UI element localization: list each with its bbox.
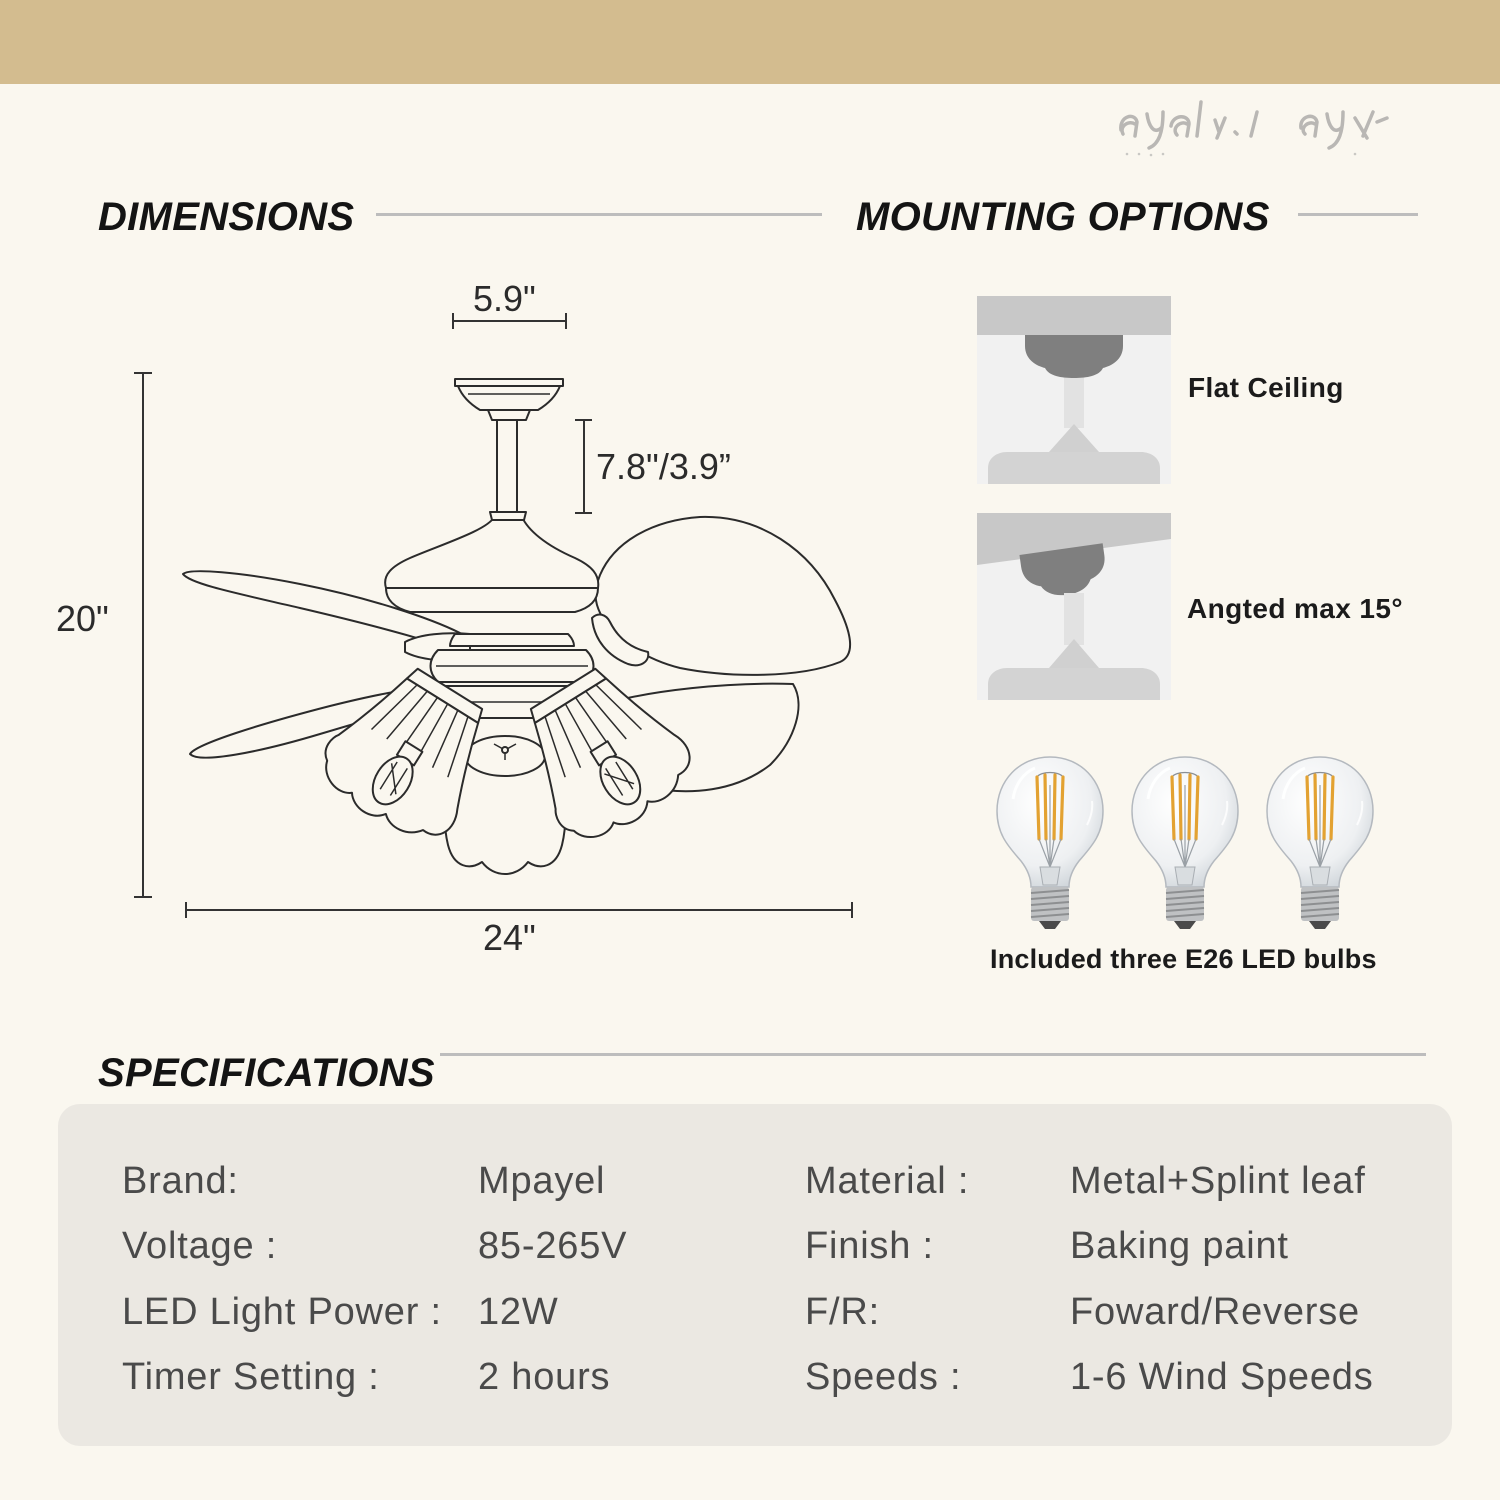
specifications-divider (440, 1053, 1426, 1056)
spec-row (0, 1293, 1500, 1331)
spec-value: 1-6 Wind Speeds (1070, 1356, 1374, 1398)
spec-value: 2 hours (478, 1356, 611, 1398)
angled-ceiling-mount-icon (977, 513, 1171, 700)
spec-value: 85-265V (478, 1225, 628, 1267)
fan-downrod (497, 420, 517, 518)
top-band (0, 0, 1500, 84)
spec-label: Finish : (805, 1225, 934, 1267)
dimensions-heading: DIMENSIONS (98, 195, 355, 239)
brand-logo (1105, 88, 1415, 163)
spec-value: Baking paint (1070, 1225, 1289, 1267)
flat-ceiling-mount-icon (977, 296, 1171, 484)
led-bulb-icon (1265, 755, 1375, 930)
spec-value: 12W (478, 1291, 559, 1333)
spec-label: Voltage : (122, 1225, 278, 1267)
blade-span-label: 24" (483, 917, 536, 958)
angled-ceiling-label: Angted max 15° (1187, 593, 1403, 624)
dimension-line-height (134, 373, 152, 897)
dimensions-divider (376, 213, 822, 216)
led-bulb-icon (1130, 755, 1240, 930)
spec-label: F/R: (805, 1291, 880, 1333)
spec-label: LED Light Power : (122, 1291, 442, 1333)
dimension-line-span (186, 902, 852, 918)
spec-value: Metal+Splint leaf (1070, 1160, 1366, 1202)
spec-value: Mpayel (478, 1160, 606, 1202)
spec-label: Material : (805, 1160, 970, 1202)
dimension-line-downrod (575, 420, 592, 513)
led-bulb-icon (995, 755, 1105, 930)
bulbs-caption: Included three E26 LED bulbs (990, 944, 1377, 974)
light-kit-plate (465, 736, 545, 776)
canopy-width-label: 5.9" (473, 278, 536, 319)
spec-row (0, 1227, 1500, 1265)
spec-row (0, 1358, 1500, 1396)
mounting-options-divider (1298, 213, 1418, 216)
spec-label: Brand: (122, 1160, 239, 1202)
spec-label: Timer Setting : (122, 1356, 380, 1398)
overall-height-label: 20" (56, 598, 109, 639)
specifications-heading: SPECIFICATIONS (98, 1051, 435, 1095)
ceiling-fan-line-drawing (40, 270, 870, 970)
downrod-length-label: 7.8"/3.9” (596, 446, 731, 487)
mounting-options-heading: MOUNTING OPTIONS (856, 195, 1270, 239)
spec-label: Speeds : (805, 1356, 962, 1398)
flat-ceiling-label: Flat Ceiling (1188, 372, 1344, 403)
fan-canopy (455, 379, 563, 420)
spec-row (0, 1162, 1500, 1200)
spec-value: Foward/Reverse (1070, 1291, 1360, 1333)
